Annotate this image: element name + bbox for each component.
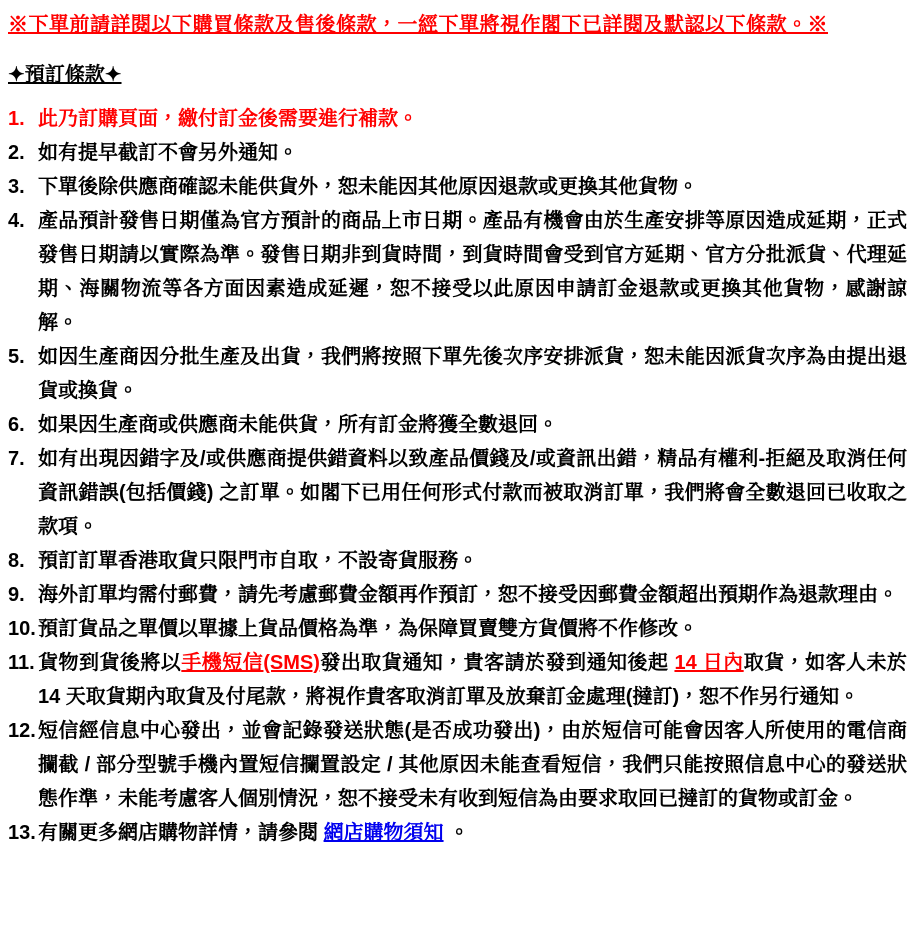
term-text-segment: 如因生產商因分批生產及出貨，我們將按照下單先後次序安排派貨，恕未能因派貨次序為由提出退貨或換貨。	[38, 346, 907, 402]
term-item	[8, 340, 907, 408]
term-item	[8, 714, 907, 816]
term-item	[8, 442, 907, 544]
term-number: 11.	[8, 652, 35, 674]
term-text-segment: 如果因生產商或供應商未能供貨，所有訂金將獲全數退回。	[38, 414, 558, 436]
shop-guide-link[interactable]: 網店購物須知	[323, 822, 444, 844]
term-text-segment: 有關更多網店購物詳情，請參閱	[38, 822, 324, 844]
term-text-segment: 手機短信(SMS)	[181, 652, 320, 674]
term-text-segment: 預訂貨品之單價以單據上貨品價格為準，為保障買賣雙方貨價將不作修改。	[38, 618, 698, 640]
term-number: 10.	[8, 618, 36, 640]
term-item	[8, 204, 907, 340]
term-number: 13.	[8, 822, 36, 844]
term-item	[8, 646, 907, 714]
term-number: 5.	[8, 346, 25, 368]
term-text-segment: 取貨，如客人未於 14 天取貨期內取貨及付尾款，將視作貴客取消訂單及放棄訂金處理(撻訂)，恕不作另行通知。	[38, 652, 908, 708]
term-item	[8, 578, 907, 612]
term-number: 1.	[8, 108, 25, 130]
term-item	[8, 136, 907, 170]
term-text-segment: 產品預計發售日期僅為官方預計的商品上市日期。產品有機會由於生產安排等原因造成延期，正式發售日期請以實際為準。發售日期非到貨時間，到貨時間會受到官方延期、官方分批派貨、代理延期、海關物流等各方面因素造成延遲，恕不接受以此原因申請訂金退款或更換其他貨物，感謝諒解。	[38, 210, 907, 334]
terms-list	[8, 102, 907, 850]
term-number: 6.	[8, 414, 25, 436]
term-text-segment: 發出取貨通知，貴客請於發到通知後起	[319, 652, 675, 674]
term-text-segment: 短信經信息中心發出，並會記錄發送狀態(是否成功發出)，由於短信可能會因客人所使用的電信商攔截 / 部分型號手機內置短信攔置設定 / 其他原因未能查看短信，我們只能按照信息中心的發送狀態作準，未能考慮客人個別情況，恕不接受未有收到短信為由要求取回已撻訂的貨物或訂金。	[38, 720, 907, 810]
term-item	[8, 816, 907, 850]
term-item	[8, 544, 907, 578]
section-title: ✦預訂條款✦	[8, 64, 122, 86]
term-text-segment: 預訂訂單香港取貨只限門市自取，不設寄貨服務。	[38, 550, 478, 572]
term-item	[8, 408, 907, 442]
term-item	[8, 170, 907, 204]
term-number: 3.	[8, 176, 25, 198]
term-number: 8.	[8, 550, 25, 572]
term-number: 12.	[8, 720, 36, 742]
term-number: 4.	[8, 210, 25, 232]
term-text-segment: 貨物到貨後將以	[38, 652, 182, 674]
term-text-segment: 如有出現因錯字及/或供應商提供錯資料以致產品價錢及/或資訊出錯，精品有權利-拒絕及取消任何資訊錯誤(包括價錢) 之訂單。如閣下已用任何形式付款而被取消訂單，我們將會全數退回已收取之款項。	[38, 448, 907, 538]
term-text-segment: 下單後除供應商確認未能供貨外，恕未能因其他原因退款或更換其他貨物。	[38, 176, 698, 198]
term-text-segment: 14 日內	[674, 652, 744, 674]
term-number: 9.	[8, 584, 25, 606]
term-number: 2.	[8, 142, 25, 164]
term-number: 7.	[8, 448, 25, 470]
term-text-segment: 海外訂單均需付郵費，請先考慮郵費金額再作預訂，恕不接受因郵費金額超出預期作為退款理由。	[38, 584, 898, 606]
pre-order-notice-banner: ※下單前請詳閱以下購買條款及售後條款，一經下單將視作閣下已詳閱及默認以下條款。※	[8, 14, 828, 36]
term-item	[8, 612, 907, 646]
term-item	[8, 102, 907, 136]
term-text-segment: 。	[443, 822, 470, 844]
term-text-segment: 如有提早截訂不會另外通知。	[38, 142, 298, 164]
term-text-segment: 此乃訂購頁面，繳付訂金後需要進行補款。	[38, 108, 418, 130]
